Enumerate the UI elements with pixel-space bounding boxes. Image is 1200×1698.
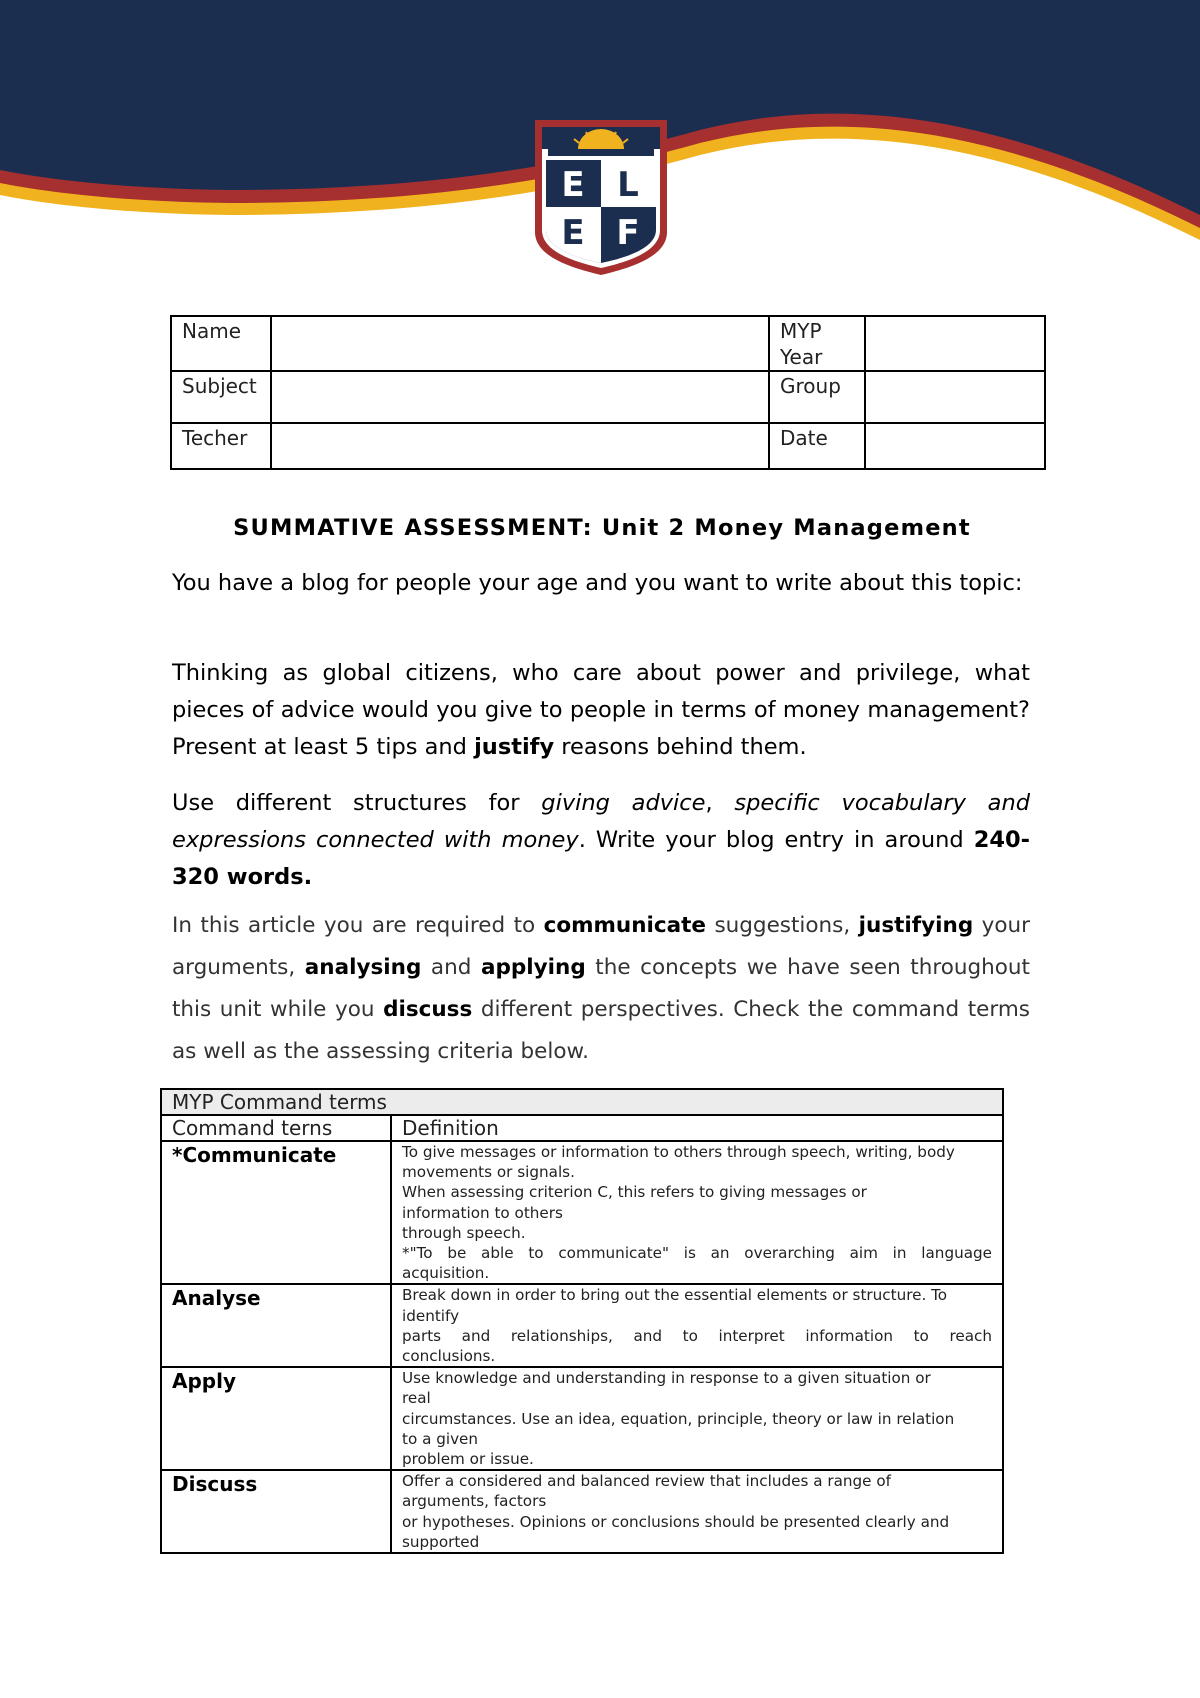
school-crest-icon	[535, 120, 667, 275]
crest-name-band	[548, 149, 654, 156]
definition-line: or hypotheses. Opinions or conclusions should be presented clearly and	[402, 1512, 950, 1531]
crest-letter-e1: E	[561, 165, 585, 205]
definition-line: Break down in order to bring out the essential elements or structure. To	[402, 1286, 948, 1305]
info-row-teacher	[171, 423, 1045, 469]
requirements-word-count: 240-320 words.	[172, 827, 1030, 890]
command-terms-caption: MYP Command terms	[161, 1089, 1003, 1115]
task-requirements	[172, 785, 1030, 896]
myp-year-field[interactable]	[865, 316, 1045, 371]
article-text-i: the concepts we have seen throughout this unit while you	[172, 955, 1030, 1022]
term-discuss: Discuss	[161, 1470, 391, 1553]
term-communicate: *Communicate	[161, 1141, 391, 1284]
article-applying: applying	[480, 955, 586, 980]
myp-year-label: MYP Year	[769, 316, 865, 371]
column-header-term: Command terns	[161, 1115, 391, 1141]
task-question-text: Thinking as global citizens, who care about power and privilege, what pieces of advice would you give to people in terms of money management? Present at least 5 tips and	[172, 660, 1030, 760]
group-label: Group	[769, 371, 865, 423]
article-justifying: justifying	[858, 913, 974, 938]
definition-discuss	[391, 1470, 1003, 1553]
definition-line: to a given	[402, 1429, 479, 1448]
definition-line: through speech.	[402, 1223, 526, 1242]
definition-line: conclusions.	[402, 1347, 496, 1366]
article-text-c: suggestions,	[706, 913, 859, 938]
definition-analyse	[391, 1284, 1003, 1367]
term-apply: Apply	[161, 1367, 391, 1470]
table-row	[161, 1470, 1003, 1553]
definition-line: identify	[402, 1306, 460, 1325]
student-info-table	[170, 315, 1046, 470]
table-row	[161, 1141, 1003, 1284]
command-terms-header-row	[161, 1115, 1003, 1141]
definition-line: parts and relationships, and to interpret information to reach	[402, 1326, 992, 1345]
definition-line: real	[402, 1389, 431, 1408]
name-label: Name	[171, 316, 271, 371]
date-field[interactable]	[865, 423, 1045, 469]
name-field[interactable]	[271, 316, 769, 371]
requirements-vocabulary: specific vocabulary and expressions connected with money	[172, 790, 1030, 853]
info-row-subject	[171, 371, 1045, 423]
requirements-text-2: . Write your blog entry in around	[578, 827, 974, 853]
definition-line: Offer a considered and balanced review that includes a range of	[402, 1472, 891, 1491]
definition-line: When assessing criterion C, this refers to giving messages or	[402, 1183, 867, 1202]
task-question-justify: justify	[474, 734, 555, 760]
article-text-e: your arguments,	[172, 913, 1030, 980]
teacher-field[interactable]	[271, 423, 769, 469]
column-header-definition: Definition	[391, 1115, 1003, 1141]
term-analyse: Analyse	[161, 1284, 391, 1367]
table-row	[161, 1284, 1003, 1367]
definition-communicate	[391, 1141, 1003, 1284]
article-communicate: communicate	[543, 913, 707, 938]
info-row-name	[171, 316, 1045, 371]
date-label: Date	[769, 423, 865, 469]
definition-line: circumstances. Use an idea, equation, principle, theory or law in relation	[402, 1409, 955, 1428]
subject-field[interactable]	[271, 371, 769, 423]
definition-line: problem or issue.	[402, 1450, 534, 1469]
definition-apply	[391, 1367, 1003, 1470]
teacher-label: Techer	[171, 423, 271, 469]
requirements-giving-advice: giving advice	[541, 790, 706, 816]
definition-line: acquisition.	[402, 1264, 490, 1283]
table-row	[161, 1367, 1003, 1470]
definition-line: movements or signals.	[402, 1163, 575, 1182]
definition-line: supported	[402, 1532, 480, 1551]
crest-letter-f: F	[616, 213, 640, 253]
article-text-a: In this article you are required to	[172, 913, 544, 938]
definition-line: Use knowledge and understanding in response to a given situation or	[402, 1369, 931, 1388]
requirements-comma: ,	[705, 790, 735, 816]
article-discuss: discuss	[383, 997, 473, 1022]
requirements-text-1: Use different structures for	[172, 790, 542, 816]
definition-line: *"To be able to communicate" is an overarching aim in language	[402, 1244, 992, 1263]
command-terms-caption-row	[161, 1089, 1003, 1115]
command-terms-table	[160, 1088, 1004, 1554]
task-question	[172, 655, 1030, 766]
article-instructions	[172, 905, 1030, 1073]
definition-line: To give messages or information to others through speech, writing, body	[402, 1143, 955, 1161]
task-question-end: reasons behind them.	[554, 734, 807, 760]
article-text-g: and	[421, 955, 481, 980]
subject-label: Subject	[171, 371, 271, 423]
definition-line: arguments, factors	[402, 1492, 547, 1511]
assessment-title: SUMMATIVE ASSESSMENT: Unit 2 Money Management	[233, 515, 971, 541]
header-banner	[0, 0, 1200, 300]
blog-prompt: You have a blog for people your age and you want to write about this topic:	[172, 570, 1023, 596]
definition-line: information to others	[402, 1203, 563, 1222]
group-field[interactable]	[865, 371, 1045, 423]
crest-letter-l: L	[617, 165, 639, 205]
article-text-k: different perspectives. Check the command terms as well as the assessing criteria below.	[172, 997, 1030, 1064]
crest-letter-e2: E	[561, 213, 585, 253]
article-analysing: analysing	[304, 955, 422, 980]
